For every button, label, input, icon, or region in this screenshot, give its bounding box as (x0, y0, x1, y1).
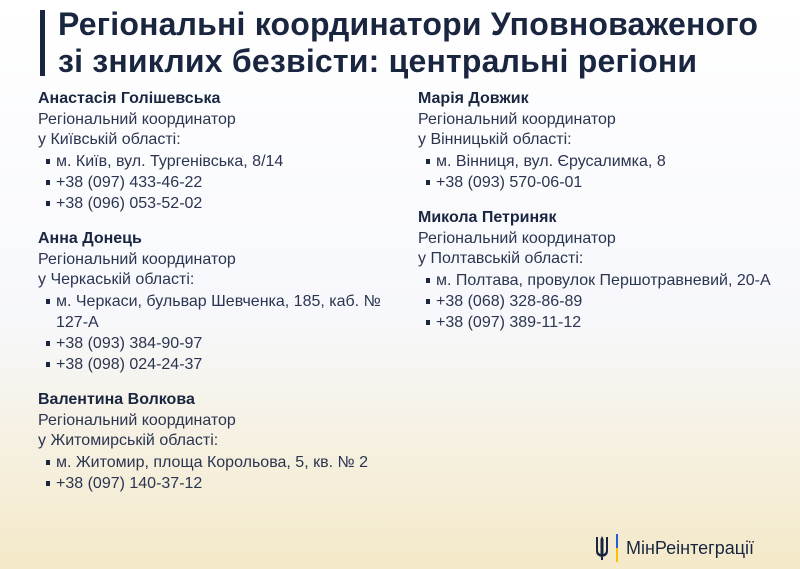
phone-item[interactable] (418, 172, 778, 193)
phone-item[interactable] (38, 473, 398, 494)
phone-text: +38 (097) 389-11-12 (436, 314, 582, 331)
bullet-icon (46, 299, 50, 304)
coordinator-role: Регіональний координатор (418, 230, 616, 247)
phone-text: +38 (093) 384-90-97 (56, 335, 203, 352)
address-text: м. Київ, вул. Тургенівська, 8/14 (56, 153, 284, 170)
bullet-icon (46, 159, 50, 164)
coordinator-card (418, 88, 778, 193)
ministry-logo (594, 530, 754, 566)
address-text: м. Полтава, провулок Першотравневий, 20-А (436, 272, 771, 289)
coordinator-card (38, 88, 398, 214)
coordinator-region: у Київській області: (38, 131, 181, 148)
address-text: м. Вінниця, вул. Єрусалимка, 8 (436, 153, 666, 170)
contact-list (418, 151, 778, 193)
phone-text: +38 (093) 570-06-01 (436, 174, 583, 191)
title-accent-bar (40, 10, 45, 76)
coordinator-role: Регіональний координатор (38, 111, 236, 128)
contact-list (38, 151, 398, 214)
coordinator-card (38, 228, 398, 375)
phone-text: +38 (097) 433-46-22 (56, 174, 203, 191)
coordinator-card (418, 207, 778, 333)
phone-item[interactable] (38, 354, 398, 375)
phone-item[interactable] (38, 172, 398, 193)
phone-text: +38 (096) 053-52-02 (56, 195, 203, 212)
address-text: м. Житомир, площа Корольова, 5, кв. № 2 (56, 454, 368, 471)
bullet-icon (426, 180, 430, 185)
coordinator-role: Регіональний координатор (38, 251, 236, 268)
phone-text: +38 (097) 140-37-12 (56, 475, 203, 492)
bullet-icon (426, 299, 430, 304)
phone-item[interactable] (38, 193, 398, 214)
coordinator-region: у Полтавській області: (418, 250, 584, 267)
coordinator-region: у Житомирській області: (38, 432, 219, 449)
right-column (418, 88, 778, 347)
coordinator-name: Анастасія Голішевська (38, 90, 221, 107)
coordinator-role: Регіональний координатор (418, 111, 616, 128)
address-item (38, 452, 398, 473)
coordinator-card (38, 389, 398, 494)
bullet-icon (46, 460, 50, 465)
bullet-icon (426, 159, 430, 164)
coordinator-role: Регіональний координатор (38, 412, 236, 429)
bullet-icon (46, 341, 50, 346)
left-column (38, 88, 398, 508)
address-item (38, 291, 398, 333)
coordinator-name: Микола Петриняк (418, 209, 557, 226)
phone-item[interactable] (418, 312, 778, 333)
phone-text: +38 (068) 328-86-89 (436, 293, 583, 310)
bullet-icon (46, 201, 50, 206)
coordinator-region: у Черкаській області: (38, 271, 195, 288)
bullet-icon (426, 278, 430, 283)
page-title (58, 6, 788, 80)
title-line-2: зі зниклих безвісти: центральні регіони (58, 43, 698, 79)
bullet-icon (46, 481, 50, 486)
coordinator-name: Марія Довжик (418, 90, 529, 107)
logo-text: МінРеінтеграції (626, 537, 755, 558)
flag-divider (616, 534, 618, 562)
phone-text: +38 (098) 024-24-37 (56, 356, 203, 373)
coordinator-name: Валентина Волкова (38, 391, 195, 408)
address-item (418, 270, 778, 291)
contact-list (38, 291, 398, 375)
phone-item[interactable] (38, 333, 398, 354)
bullet-icon (46, 362, 50, 367)
phone-item[interactable] (418, 291, 778, 312)
contact-list (418, 270, 778, 333)
address-item (38, 151, 398, 172)
coordinator-name: Анна Донець (38, 230, 142, 247)
coordinator-region: у Вінницькій області: (418, 131, 572, 148)
contact-list (38, 452, 398, 494)
title-line-1: Регіональні координатори Уповноваженого (58, 6, 759, 42)
trident-icon (594, 535, 610, 561)
address-item (418, 151, 778, 172)
address-text: м. Черкаси, бульвар Шевченка, 185, каб. № 127-А (56, 293, 381, 331)
bullet-icon (426, 320, 430, 325)
bullet-icon (46, 180, 50, 185)
